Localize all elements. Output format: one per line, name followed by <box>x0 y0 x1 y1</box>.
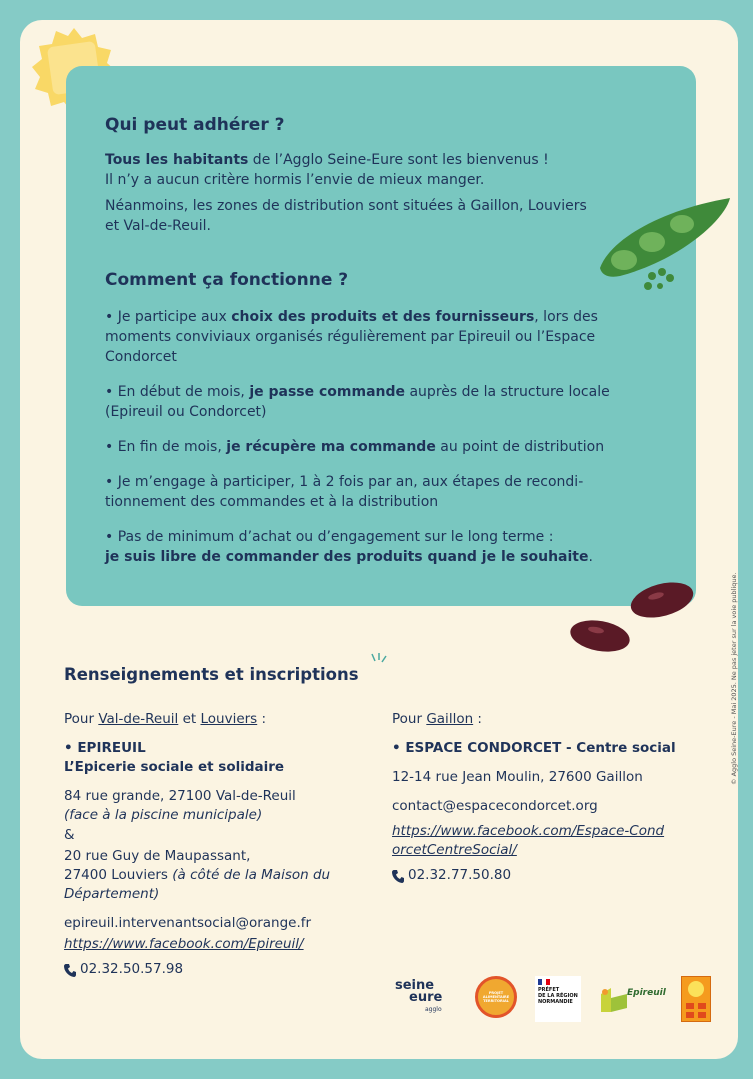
b3-text-c: au point de distribution <box>435 439 605 455</box>
right-colon: : <box>473 711 482 727</box>
right-intro <box>392 710 692 729</box>
prefet-line-2: DE LA RÉGION <box>538 993 578 999</box>
logo-agglo: agglo <box>425 1006 442 1013</box>
city-val-de-reuil: Val-de-Reuil <box>98 711 179 727</box>
b1-text-c: , lors des moments conviviaux organisés régulièrement par Epireuil ou l’Espace Condorcet <box>105 309 598 365</box>
epireuil-phone[interactable] <box>64 960 364 979</box>
prefet-normandie-logo <box>535 976 581 1022</box>
condorcet-address: 12-14 rue Jean Moulin, 27600 Gaillon <box>392 769 643 785</box>
left-contact-column <box>64 710 364 979</box>
org-epireuil-sub: L’Epicerie sociale et solidaire <box>64 759 285 775</box>
b2-text-c: auprès de la structure locale (Epireuil ou Condorcet) <box>105 384 610 420</box>
address-2-city: 27400 Louviers <box>64 867 173 883</box>
org-epireuil: • EPIREUIL <box>64 740 146 756</box>
flag-icon <box>538 979 550 985</box>
phone-icon <box>392 869 404 883</box>
b5-text-a: • Pas de minimum d’achat ou d’engagement sur le long terme : <box>105 529 554 545</box>
address-2-note: (à côté de la Maison du Département) <box>64 867 331 902</box>
left-intro <box>64 710 364 729</box>
condorcet-email[interactable]: contact@espacecondorcet.org <box>392 798 598 814</box>
partner-logos <box>395 976 720 1026</box>
left-et: et <box>178 711 201 727</box>
epireuil-logo-text: Epireuil <box>627 988 666 998</box>
sparkle-icon <box>366 652 392 672</box>
copyright-note: © Agglo Seine-Eure - Mai 2025. Ne pas jeter sur la voie publique. <box>730 572 738 785</box>
b2-text-a: • En début de mois, <box>105 384 250 400</box>
b3-bold: je récupère ma commande <box>226 439 436 455</box>
how-bullet-2 <box>105 382 665 422</box>
address-1-note: (face à la piscine municipale) <box>64 807 263 823</box>
epireuil-phone-number: 02.32.50.57.98 <box>80 961 184 977</box>
how-bullet-3 <box>105 437 665 457</box>
pea-pod-illustration <box>590 190 740 300</box>
who-paragraph-2: Néanmoins, les zones de distribution sont situées à Gaillon, Louviers et Val-de-Reuil. <box>105 198 587 234</box>
info-title: Renseignements et inscriptions <box>64 665 359 684</box>
city-gaillon: Gaillon <box>426 711 474 727</box>
how-bullet-1 <box>105 307 635 367</box>
b1-text-a: • Je participe aux <box>105 309 232 325</box>
org-condorcet: • ESPACE CONDORCET - Centre social <box>392 740 676 756</box>
kidney-beans-illustration <box>566 578 706 658</box>
phone-icon <box>64 963 76 977</box>
epireuil-facebook-link[interactable]: https://www.facebook.com/Epireuil/ <box>64 936 304 952</box>
epireuil-email[interactable]: epireuil.intervenantsocial@orange.fr <box>64 915 312 931</box>
b2-bold: je passe commande <box>249 384 406 400</box>
who-paragraph-1 <box>105 150 665 190</box>
address-2-line2 <box>64 866 364 904</box>
address-1: 84 rue grande, 27100 Val-de-Reuil <box>64 788 296 804</box>
how-title: Comment ça fonctionne ? <box>105 270 349 290</box>
pat-logo-text: PROJET ALIMENTAIRE TERRITORIAL <box>482 991 510 1003</box>
condorcet-facebook-link[interactable]: https://www.facebook.com/Espace-CondorcetCentreSocial/ <box>392 823 665 858</box>
ampersand: & <box>64 827 75 843</box>
b5-end: . <box>588 549 593 565</box>
right-contact-column <box>392 710 692 885</box>
condorcet-phone-number: 02.32.77.50.80 <box>408 867 512 883</box>
who-rest: de l’Agglo Seine-Eure sont les bienvenus ! <box>248 152 549 168</box>
b5-bold: je suis libre de commander des produits quand je le souhaite <box>105 549 589 565</box>
left-colon: : <box>257 711 267 727</box>
address-2-line1: 20 rue Guy de Maupassant, <box>64 848 251 864</box>
prefet-line-3: NORMANDIE <box>538 999 573 1005</box>
sun-grid-logo-mark <box>682 977 710 1021</box>
logo-seine: seine <box>395 978 435 993</box>
who-line2: Il n’y a aucun critère hormis l’envie de mieux manger. <box>105 172 485 188</box>
pat-logo <box>475 976 517 1018</box>
left-pour: Pour <box>64 711 99 727</box>
who-title: Qui peut adhérer ? <box>105 115 285 135</box>
city-louviers: Louviers <box>200 711 258 727</box>
right-pour: Pour <box>392 711 427 727</box>
how-bullet-5 <box>105 527 645 567</box>
b1-bold: choix des produits et des fournisseurs <box>231 309 535 325</box>
prefet-line-1: PRÉFET <box>538 987 560 993</box>
sun-grid-logo <box>681 976 711 1022</box>
b3-text-a: • En fin de mois, <box>105 439 227 455</box>
condorcet-phone[interactable] <box>392 866 692 885</box>
logo-eure: eure <box>409 990 443 1005</box>
who-bold: Tous les habitants <box>105 152 249 168</box>
epireuil-logo <box>597 984 666 1014</box>
how-bullet-4: • Je m’engage à participer, 1 à 2 fois par an, aux étapes de recondi-tionnement des commandes et à la distribution <box>105 474 584 510</box>
seine-eure-logo <box>395 980 457 1022</box>
